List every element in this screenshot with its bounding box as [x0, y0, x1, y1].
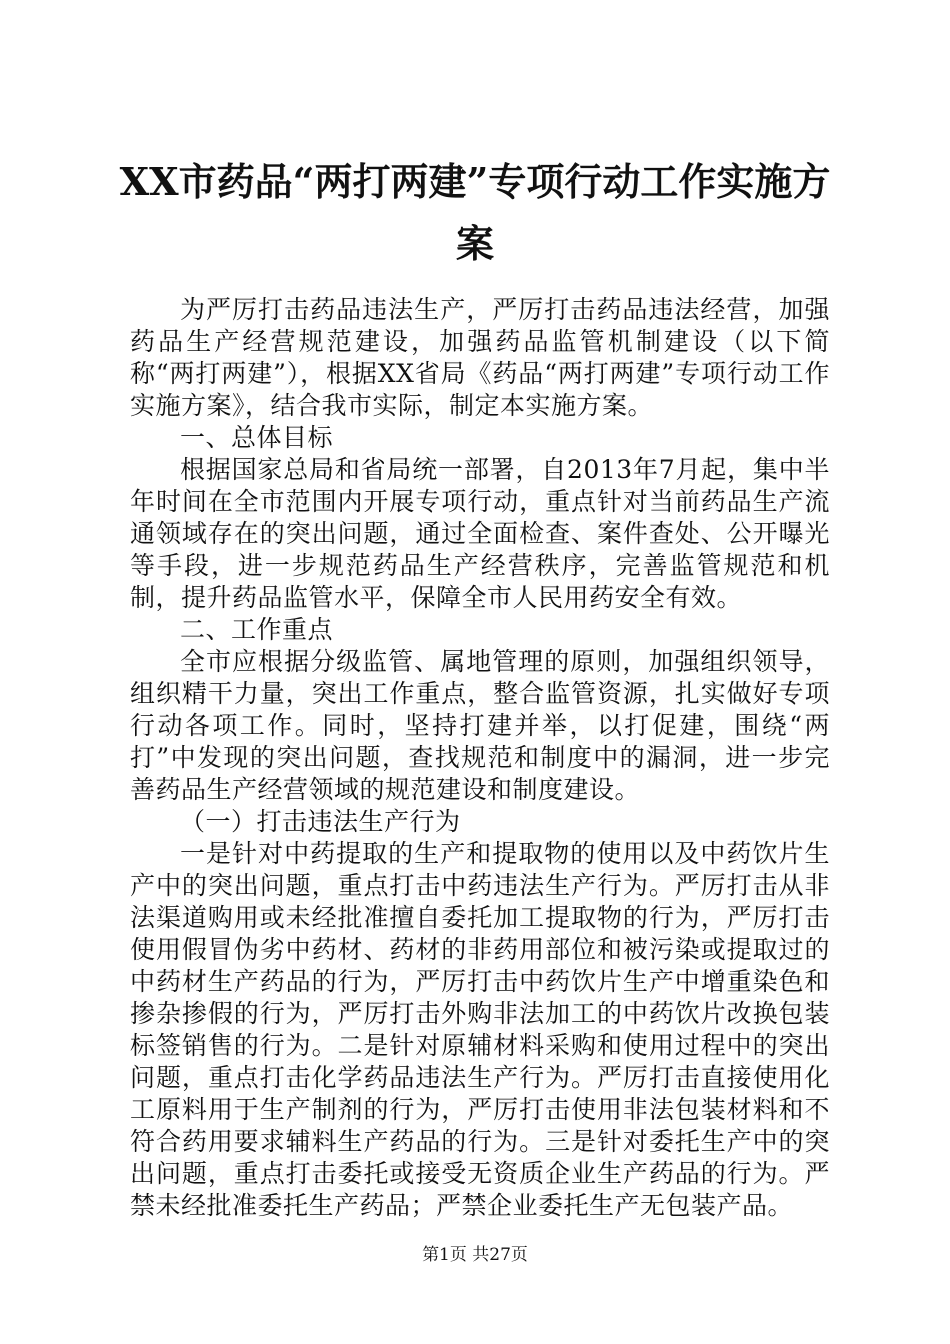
- document-title-line1: XX市药品“两打两建”专项行动工作实施方: [119, 159, 831, 204]
- subsection-heading-production: （一）打击违法生产行为: [180, 807, 461, 836]
- document-title-line2: 案: [455, 221, 494, 266]
- focus-paragraph: 全市应根据分级监管、属地管理的原则，加强组织领导，组织精干力量，突出工作重点，整合监管资源，扎实做好专项行动各项工作。同时，坚持打建并举，以打促建，围绕“两打”中发现的突出问题，查找规范和制度中的漏洞，进一步完善药品生产经营领域的规范建设和制度建设。: [130, 647, 830, 804]
- goals-paragraph: 根据国家总局和省局统一部署，自2013年7月起，集中半年时间在全市范围内开展专项行动，重点针对当前药品生产流通领域存在的突出问题，通过全面检查、案件查处、公开曝光等手段，进一步规范药品生产经营秩序，完善监管规范和机制，提升药品监管水平，保障全市人民用药安全有效。: [130, 455, 830, 612]
- document-body: [130, 294, 830, 1222]
- section-heading-goals: 一、总体目标: [180, 423, 334, 452]
- production-paragraph: 一是针对中药提取的生产和提取物的使用以及中药饮片生产中的突出问题，重点打击中药违法生产行为。严厉打击从非法渠道购用或未经批准擅自委托加工提取物的行为，严厉打击使用假冒伪劣中药材、药材的非药用部位和被污染或提取过的中药材生产药品的行为，严厉打击中药饮片生产中增重染色和掺杂掺假的行为，严厉打击外购非法加工的中药饮片改换包装标签销售的行为。二是针对原辅材料采购和使用过程中的突出问题，重点打击化学药品违法生产行为。严厉打击直接使用化工原料用于生产制剂的行为，严厉打击使用非法包装材料和不符合药用要求辅料生产药品的行为。三是针对委托生产中的突出问题，重点打击委托或接受无资质企业生产药品的行为。严禁未经批准委托生产药品；严禁企业委托生产无包装产品。: [130, 839, 830, 1220]
- intro-paragraph: 为严厉打击药品违法生产，严厉打击药品违法经营，加强药品生产经营规范建设，加强药品监管机制建设（以下简称“两打两建”），根据XX省局《药品“两打两建”专项行动工作实施方案》，结合我市实际，制定本实施方案。: [130, 295, 830, 420]
- section-heading-focus: 二、工作重点: [180, 615, 334, 644]
- page-number-footer: 第1页 共27页: [422, 1245, 528, 1265]
